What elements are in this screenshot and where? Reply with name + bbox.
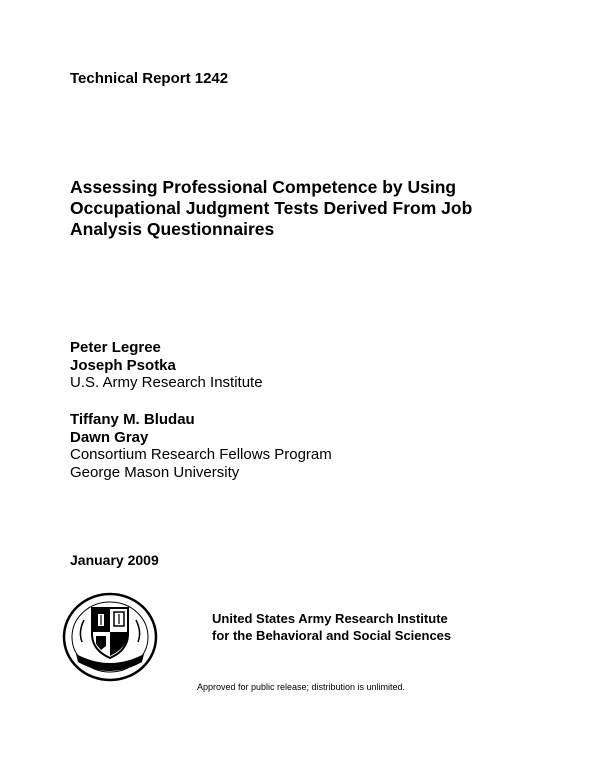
release-statement: Approved for public release; distribution is unlimited. [196,682,406,692]
author-affiliation: U.S. Army Research Institute [70,374,263,391]
author-name: Peter Legree [70,339,161,356]
author-affiliation: George Mason University [70,464,240,481]
institution-subtitle: for the Behavioral and Social Sciences [212,628,452,643]
institution-name: United States Army Research Institute [212,611,448,626]
report-title: Assessing Professional Competence by Using Occupational Judgment Tests Derived From Job Analysis Questionnaires [70,177,473,239]
author-affiliation: Consortium Research Fellows Program [70,446,332,463]
author-name: Dawn Gray [70,429,149,446]
author-name: Tiffany M. Bludau [70,411,195,428]
army-research-institute-seal-icon [62,592,158,682]
author-name: Joseph Psotka [70,357,176,374]
report-number: Technical Report 1242 [70,70,229,87]
publication-date: January 2009 [70,552,159,568]
